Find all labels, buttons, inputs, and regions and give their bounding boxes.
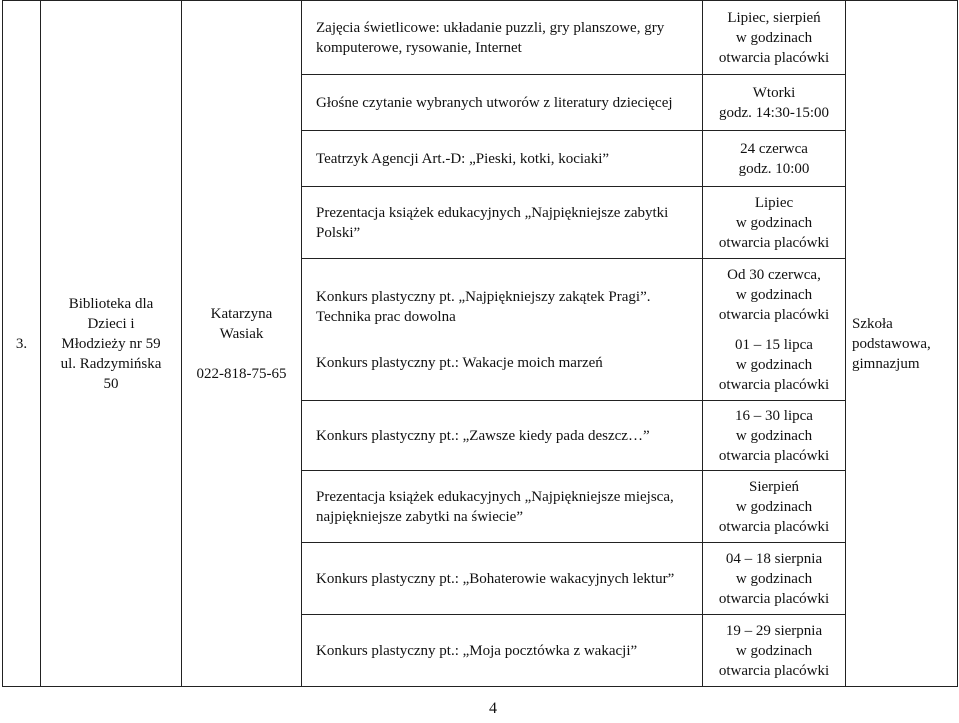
- activity-title: Prezentacja książek edukacyjnych „Najpiękniejsze miejsca, najpiękniejsze zabytki na świecie”: [302, 471, 703, 543]
- activity-date: 19 – 29 sierpnia w godzinach otwarcia placówki: [703, 615, 846, 687]
- institution-line: ul. Radzymińska: [60, 355, 162, 372]
- activity-date: 24 czerwca godz. 10:00: [703, 131, 846, 187]
- institution-line: Dzieci i: [87, 315, 135, 332]
- activity-date: 16 – 30 lipca w godzinach otwarcia placówki: [703, 401, 846, 471]
- activity-title: Teatrzyk Agencji Art.-D: „Pieski, kotki, kociaki”: [302, 131, 703, 187]
- contact-name: Wasiak: [219, 325, 264, 342]
- activity-title: Konkurs plastyczny pt.: „Moja pocztówka z wakacji”: [302, 615, 703, 687]
- institution-line: Biblioteka dla: [68, 295, 154, 312]
- contact-phone: 022-818-75-65: [196, 365, 287, 382]
- activity-date: 04 – 18 sierpnia w godzinach otwarcia placówki: [703, 543, 846, 615]
- contact-name: Katarzyna: [210, 305, 273, 322]
- activity-title: [302, 259, 703, 401]
- page-number: 4: [489, 700, 497, 717]
- activity-date: Lipiec, sierpień w godzinach otwarcia placówki: [703, 1, 846, 75]
- table-row: [3, 1, 958, 75]
- audience-cell: [846, 1, 958, 687]
- audience-line: gimnazjum: [852, 355, 920, 372]
- contact-cell: [182, 1, 302, 687]
- activity-title: Głośne czytanie wybranych utworów z literatury dziecięcej: [302, 75, 703, 131]
- activity-date: Wtorki godz. 14:30-15:00: [703, 75, 846, 131]
- row-number: 3.: [3, 1, 41, 687]
- schedule-table: [2, 0, 958, 687]
- audience-line: Szkoła: [852, 315, 893, 332]
- activity-title: Prezentacja książek edukacyjnych „Najpiękniejsze zabytki Polski”: [302, 187, 703, 259]
- activity-title: Konkurs plastyczny pt.: „Zawsze kiedy pada deszcz…”: [302, 401, 703, 471]
- contest-wakacje: Konkurs plastyczny pt.: Wakacje moich marzeń: [316, 354, 603, 371]
- activity-date: Od 30 czerwca, w godzinach otwarcia placówki 01 – 15 lipca w godzinach otwarcia placówki: [703, 259, 846, 401]
- institution-line: Młodzieży nr 59: [61, 335, 161, 352]
- activity-title: Konkurs plastyczny pt.: „Bohaterowie wakacyjnych lektur”: [302, 543, 703, 615]
- contest-pragi: Konkurs plastyczny pt. „Najpiękniejszy zakątek Pragi”. Technika prac dowolna: [316, 288, 651, 325]
- institution-cell: [41, 1, 182, 687]
- activity-title: Zajęcia świetlicowe: układanie puzzli, gry planszowe, gry komputerowe, rysowanie, Internet: [302, 1, 703, 75]
- institution-line: 50: [103, 375, 119, 392]
- activity-date: Lipiec w godzinach otwarcia placówki: [703, 187, 846, 259]
- activity-date: Sierpień w godzinach otwarcia placówki: [703, 471, 846, 543]
- audience-line: podstawowa,: [852, 335, 931, 352]
